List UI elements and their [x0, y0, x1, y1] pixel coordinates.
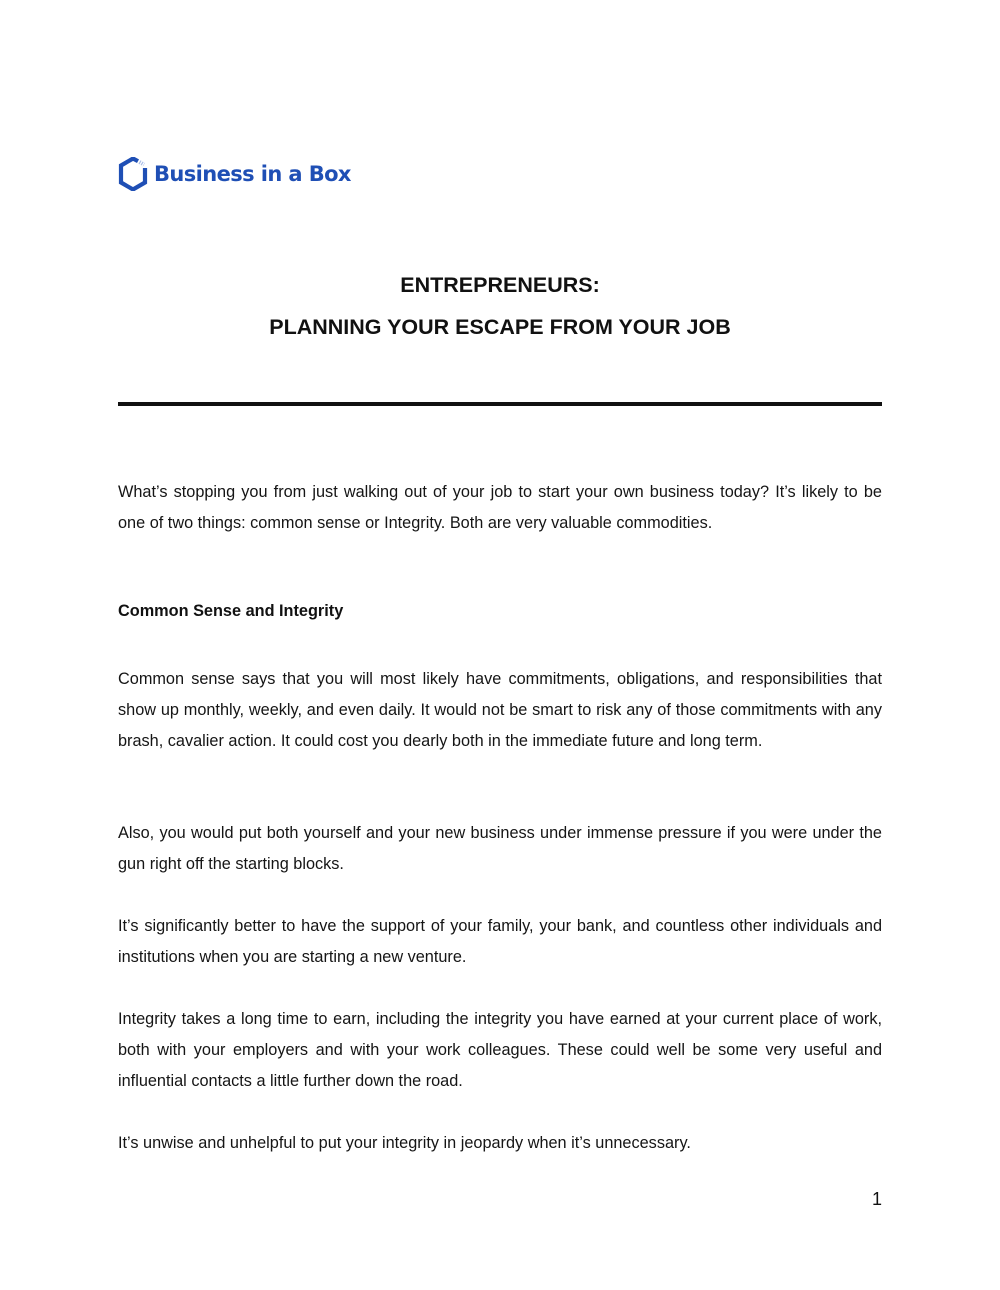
- brand-name: Business in a Box: [154, 162, 351, 186]
- document-title-line-1: ENTREPRENEURS:: [400, 273, 600, 297]
- body-paragraph: Common sense says that you will most likely have commitments, obligations, and responsibilities that show up monthly, weekly, and even daily. It would not be smart to risk any of those commitments with any brash, cavalier action. It could cost you dearly both in the immediate future and long term.: [118, 670, 882, 750]
- body-paragraph: It’s unwise and unhelpful to put your integrity in jeopardy when it’s unnecessary.: [118, 1134, 691, 1152]
- intro-paragraph: What’s stopping you from just walking out of your job to start your own business today? It’s likely to be one of two things: common sense or Integrity. Both are very valuable commodities.: [118, 483, 882, 532]
- document-title-line-2: PLANNING YOUR ESCAPE FROM YOUR JOB: [269, 315, 731, 339]
- hexagon-logo-icon: [118, 157, 148, 191]
- section-heading: Common Sense and Integrity: [118, 602, 344, 620]
- body-paragraph: It’s significantly better to have the support of your family, your bank, and countless other individuals and institutions when you are starting a new venture.: [118, 917, 882, 966]
- title-divider: [118, 402, 882, 406]
- brand-logo: [118, 156, 351, 192]
- body-paragraph: Also, you would put both yourself and your new business under immense pressure if you were under the gun right off the starting blocks.: [118, 824, 882, 873]
- page-number: 1: [871, 1189, 882, 1209]
- body-paragraph: Integrity takes a long time to earn, including the integrity you have earned at your current place of work, both with your employers and with your work colleagues. These could well be some very useful and influential contacts a little further down the road.: [118, 1010, 882, 1090]
